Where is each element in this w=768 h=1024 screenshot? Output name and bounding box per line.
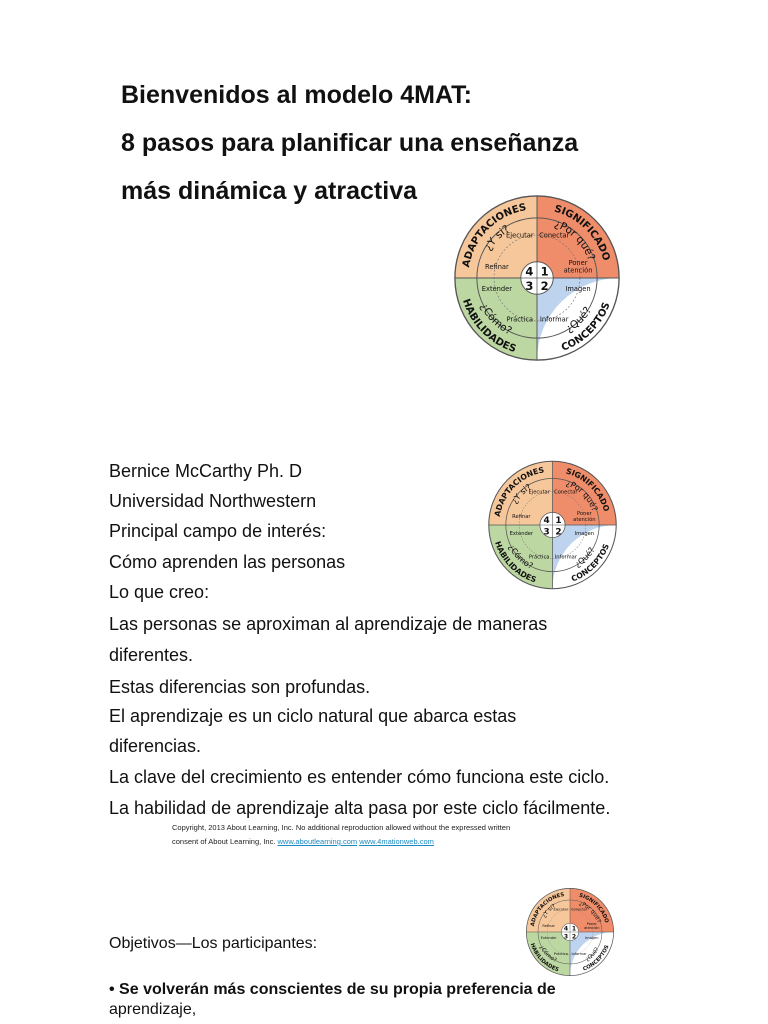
svg-text:¿Y si?: ¿Y si? <box>541 903 557 919</box>
svg-text:3: 3 <box>563 933 569 941</box>
bio-line-6: Las personas se aproximan al aprendizaje de maneras <box>109 614 548 634</box>
svg-text:¿Qué?: ¿Qué? <box>584 946 601 963</box>
svg-text:Extender: Extender <box>509 531 534 538</box>
svg-text:atención: atención <box>573 516 596 523</box>
bio-line-3: Principal campo de interés: <box>109 521 327 541</box>
svg-text:SIGNIFICADO: SIGNIFICADO <box>578 892 610 924</box>
quadrant-number-3: 3 <box>525 278 534 293</box>
step-conectar: Conectar <box>539 231 570 240</box>
step-practica: Práctica <box>506 315 534 324</box>
svg-text:4: 4 <box>543 516 550 527</box>
svg-text:SIGNIFICADO: SIGNIFICADO <box>564 466 611 513</box>
svg-text:HABILIDADES: HABILIDADES <box>493 539 538 585</box>
svg-text:2: 2 <box>571 933 577 941</box>
arc-label-adaptaciones: ADAPTACIONES <box>461 202 528 269</box>
4mat-wheel-medium <box>471 449 634 601</box>
4mat-wheel-large <box>432 180 642 376</box>
svg-text:Refinar: Refinar <box>542 924 555 929</box>
bio-line-5: Lo que creo: <box>109 582 210 602</box>
step-refinar: Refinar <box>485 262 509 271</box>
bio-line-12: La habilidad de aprendizaje alta pasa por este ciclo fácilmente. <box>109 798 611 818</box>
bio-line-2: Universidad Northwestern <box>109 491 317 511</box>
4mat-wheel-small <box>514 880 626 984</box>
svg-text:Ejecutar: Ejecutar <box>553 907 569 912</box>
aboutlearning-link[interactable]: www.aboutlearning.com <box>277 837 358 846</box>
title-line-2: 8 pasos para planificar una enseñanza <box>121 129 579 157</box>
bio-line-1: Bernice McCarthy Ph. D <box>109 461 303 481</box>
svg-text:Informar: Informar <box>571 952 587 957</box>
bio-line-8: Estas diferencias son profundas. <box>109 677 371 697</box>
arc-label-habilidades: HABILIDADES <box>460 297 518 355</box>
copyright-line-1: Copyright, 2013 About Learning, Inc. No additional reproduction allowed without the expressed written <box>172 823 511 832</box>
svg-text:Poner: Poner <box>577 510 592 517</box>
question-y-si: ¿Y si? <box>482 223 512 253</box>
svg-text:Imagen: Imagen <box>585 935 599 940</box>
svg-text:Conectar: Conectar <box>571 907 588 912</box>
objetivos-bullet <box>109 980 669 1020</box>
svg-text:Imagen: Imagen <box>574 531 595 538</box>
svg-text:Refinar: Refinar <box>512 513 531 520</box>
bio-line-4: Cómo aprenden las personas <box>109 552 346 572</box>
quadrant-number-1: 1 <box>540 264 549 279</box>
svg-text:¿Qué?: ¿Qué? <box>572 545 597 569</box>
svg-text:1: 1 <box>555 516 562 527</box>
title-line-3: más dinámica y atractiva <box>121 177 417 205</box>
bio-line-7: diferentes. <box>109 645 194 665</box>
svg-text:HABILIDADES: HABILIDADES <box>528 942 560 974</box>
bio-line-9: El aprendizaje es un ciclo natural que abarca estas <box>109 706 517 726</box>
step-ejecutar: Ejecutar <box>506 231 534 240</box>
bio-line-10: diferencias. <box>109 736 202 756</box>
svg-text:¿Por qué?: ¿Por qué? <box>564 477 601 513</box>
copyright-consent: consent of About Learning, Inc. <box>172 837 276 846</box>
svg-text:¿Cómo?: ¿Cómo? <box>506 542 535 571</box>
svg-text:4: 4 <box>563 925 569 933</box>
svg-text:CONCEPTOS: CONCEPTOS <box>582 944 611 973</box>
svg-text:Práctica: Práctica <box>528 554 550 561</box>
svg-text:Ejecutar: Ejecutar <box>528 489 550 496</box>
svg-text:¿Y si?: ¿Y si? <box>508 481 533 506</box>
arc-label-significado: SIGNIFICADO <box>552 203 612 263</box>
svg-text:Informar: Informar <box>554 554 577 561</box>
step-poner: Poner <box>568 259 588 268</box>
svg-text:Conectar: Conectar <box>554 489 578 496</box>
step-extender: Extender <box>481 284 513 293</box>
question-por-que: ¿Por qué? <box>552 217 598 263</box>
svg-text:2: 2 <box>555 527 562 538</box>
question-como: ¿Cómo? <box>477 301 514 338</box>
svg-text:3: 3 <box>543 527 550 538</box>
objetivos-heading: Objetivos—Los participantes: <box>109 935 318 952</box>
arc-label-conceptos: CONCEPTOS <box>559 300 613 354</box>
question-que: ¿Qué? <box>563 304 595 336</box>
step-imagen: Imagen <box>565 284 591 293</box>
svg-text:ADAPTACIONES: ADAPTACIONES <box>529 891 565 927</box>
step-informar: Informar <box>539 315 569 324</box>
svg-text:1: 1 <box>571 925 577 933</box>
bullet-bold-text: • Se volverán más conscientes de su propia preferencia de <box>109 981 556 998</box>
svg-text:¿Cómo?: ¿Cómo? <box>538 944 558 964</box>
step-atencion: atención <box>563 266 593 275</box>
copyright-line-2 <box>172 837 434 847</box>
title-line-1: Bienvenidos al modelo 4MAT: <box>121 81 472 109</box>
quadrant-number-2: 2 <box>540 278 549 293</box>
bullet-rest-text: aprendizaje, <box>109 1001 197 1018</box>
svg-text:Práctica: Práctica <box>553 952 568 957</box>
quadrant-number-4: 4 <box>525 264 534 279</box>
svg-text:CONCEPTOS: CONCEPTOS <box>570 542 611 584</box>
bio-line-11: La clave del crecimiento es entender cómo funciona este ciclo. <box>109 767 610 787</box>
svg-text:¿Por qué?: ¿Por qué? <box>578 900 602 924</box>
4mationweb-link[interactable]: www.4mationweb.com <box>359 837 434 846</box>
svg-text:Poner: Poner <box>586 922 597 927</box>
svg-text:Extender: Extender <box>540 935 557 940</box>
svg-text:atención: atención <box>584 926 600 931</box>
svg-text:ADAPTACIONES: ADAPTACIONES <box>492 465 545 518</box>
